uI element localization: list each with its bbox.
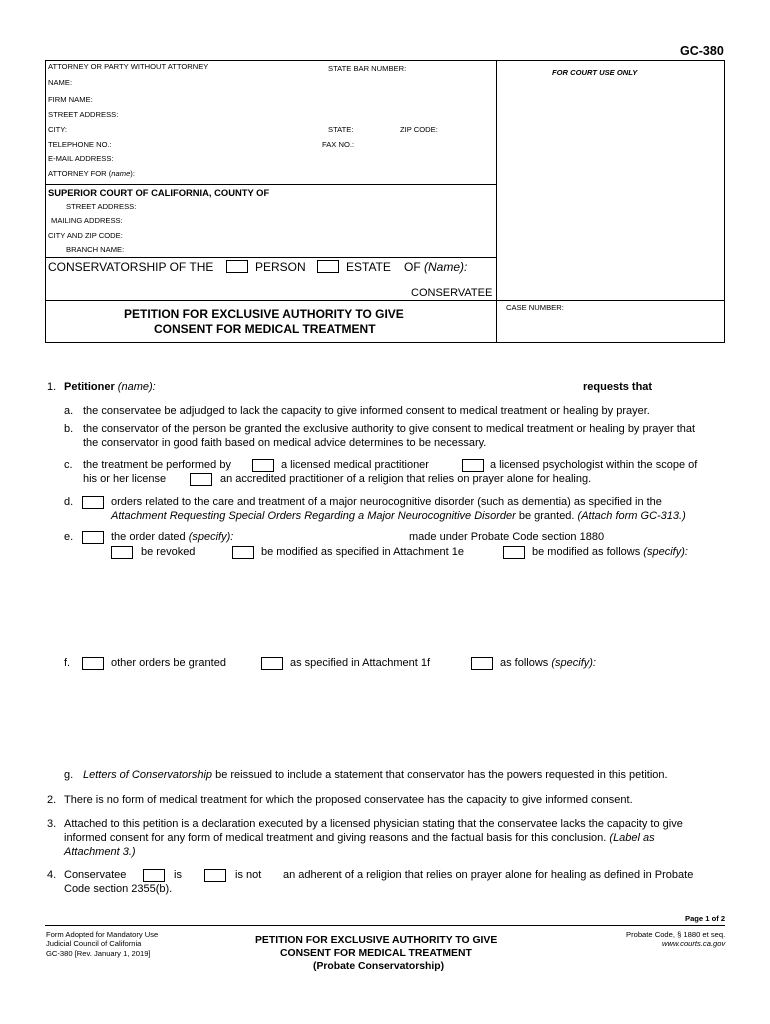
item1e-checkbox[interactable] [82, 531, 104, 544]
item1f-specify-area[interactable] [111, 673, 723, 761]
zip-label: ZIP CODE: [400, 125, 438, 134]
item1g-text: Letters of Conservatorship be reissued to include a statement that conservator has the powers requested in this petition. [83, 769, 668, 781]
email-label: E-MAIL ADDRESS: [48, 154, 114, 163]
item1e-option-revoke: be revoked [141, 546, 196, 558]
item1b-letter: b. [64, 423, 74, 435]
item4-text: an adherent of a religion that relies on prayer alone for healing as defined in Probate [283, 869, 694, 881]
item4-label: Conservatee [64, 869, 127, 881]
form-title-line2: CONSENT FOR MEDICAL TREATMENT [154, 322, 376, 336]
item4-is: is [174, 869, 182, 881]
modify-attachment-checkbox[interactable] [232, 546, 254, 559]
firm-label: FIRM NAME: [48, 95, 93, 104]
item1d-line1: orders related to the care and treatment of a major neurocognitive disorder (such as dementia) as specified in the [111, 496, 662, 508]
attorney-for-label: ATTORNEY FOR (name): [48, 169, 135, 178]
estate-label: ESTATE [346, 260, 391, 274]
city-field[interactable] [72, 123, 322, 136]
footer-website[interactable]: www.courts.ca.gov [662, 939, 726, 948]
conservatorship-label: CONSERVATORSHIP OF THE [48, 260, 214, 274]
follows-1f-checkbox[interactable] [471, 657, 493, 670]
email-field[interactable] [116, 152, 492, 165]
footer-divider [45, 925, 725, 926]
item1c-letter: c. [64, 459, 73, 471]
medical-practitioner-checkbox[interactable] [252, 459, 274, 472]
caption-divider [45, 300, 725, 301]
estate-checkbox[interactable] [317, 260, 339, 273]
court-branch-label: BRANCH NAME: [66, 245, 125, 254]
form-title-line1: PETITION FOR EXCLUSIVE AUTHORITY TO GIVE [124, 307, 404, 321]
state-bar-label: STATE BAR NUMBER: [328, 64, 407, 73]
fax-label: FAX NO.: [322, 140, 355, 149]
street-address-field[interactable] [120, 108, 492, 121]
item1c-option-medical: a licensed medical practitioner [281, 459, 429, 471]
attorney-section-divider [45, 184, 496, 185]
item3-number: 3. [47, 818, 57, 830]
court-branch-field[interactable] [128, 243, 492, 256]
court-street-field[interactable] [128, 200, 492, 213]
footer-adopted-line1: Form Adopted for Mandatory Use [46, 930, 159, 939]
page-number: Page 1 of 2 [685, 914, 726, 923]
item2-text: There is no form of medical treatment for which the proposed conservatee has the capacity to give informed consent. [64, 794, 633, 806]
state-field[interactable] [358, 123, 396, 136]
item1d-checkbox[interactable] [82, 496, 104, 509]
fax-field[interactable] [358, 138, 492, 151]
footer-title-line2: CONSENT FOR MEDICAL TREATMENT [280, 948, 472, 959]
item1e-text: the order dated (specify): [111, 531, 234, 543]
state-bar-field[interactable] [410, 62, 492, 75]
item1e-option-follows: be modified as follows (specify): [532, 546, 688, 558]
court-mailing-label: MAILING ADDRESS: [51, 216, 123, 225]
item3-line2: informed consent for any form of medical treatment and giving reasons and the factual basis for this conclusion. (Label as [64, 832, 655, 844]
item4-line2: Code section 2355(b). [64, 883, 173, 895]
item1e-option-attachment: be modified as specified in Attachment 1e [261, 546, 465, 558]
court-city-field[interactable] [128, 229, 492, 242]
item1f-option-follows: as follows (specify): [500, 657, 596, 669]
item1b-line2: the conservator in good faith based on medical advice determines to be necessary. [83, 437, 487, 449]
court-use-label: FOR COURT USE ONLY [552, 68, 638, 77]
footer-adopted-line2: Judicial Council of California [46, 939, 142, 948]
modify-follows-checkbox[interactable] [503, 546, 525, 559]
item1-requests-that: requests that [583, 381, 653, 393]
person-label: PERSON [255, 260, 306, 274]
item1d-line2: Attachment Requesting Special Orders Regarding a Major Neurocognitive Disorder be granted. (Attach form GC-313.) [111, 510, 686, 522]
court-title: SUPERIOR COURT OF CALIFORNIA, COUNTY OF [48, 187, 270, 198]
item1d-letter: d. [64, 496, 74, 508]
conservatee-label: CONSERVATEE [411, 287, 493, 299]
phone-label: TELEPHONE NO.: [48, 140, 112, 149]
zip-field[interactable] [440, 123, 492, 136]
item1f-letter: f. [64, 657, 71, 669]
of-name-label: OF (Name): [404, 260, 468, 274]
phone-field[interactable] [114, 138, 318, 151]
item1g-letter: g. [64, 769, 74, 781]
is-not-adherent-checkbox[interactable] [204, 869, 226, 882]
court-city-label: CITY AND ZIP CODE: [48, 231, 123, 240]
item1a-text: the conservatee be adjudged to lack the capacity to give informed consent to medical treatment or healing by prayer. [83, 405, 650, 417]
person-checkbox[interactable] [226, 260, 248, 273]
attorney-label: ATTORNEY OR PARTY WITHOUT ATTORNEY [48, 62, 209, 71]
attorney-for-field[interactable] [136, 167, 492, 180]
is-adherent-checkbox[interactable] [143, 869, 165, 882]
item1b-line1: the conservator of the person be granted the exclusive authority to give consent to medical treatment or healing by prayer that [83, 423, 696, 435]
item1e-letter: e. [64, 531, 74, 543]
revoke-checkbox[interactable] [111, 546, 133, 559]
item1f-checkbox[interactable] [82, 657, 104, 670]
court-mailing-field[interactable] [128, 214, 492, 227]
conservatee-name-field[interactable] [468, 260, 492, 274]
case-number-field[interactable] [500, 314, 722, 340]
item1e-specify-area[interactable] [111, 562, 723, 650]
religious-practitioner-checkbox[interactable] [190, 473, 212, 486]
item3-line1: Attached to this petition is a declaration executed by a licensed physician stating that the conservatee lacks the capacity to give [64, 818, 683, 830]
footer-code-ref: Probate Code, § 1880 et seq. [626, 930, 726, 939]
name-label: NAME: [48, 78, 73, 87]
state-label: STATE: [328, 125, 354, 134]
item1c-option-religious: an accredited practitioner of a religion that relies on prayer alone for healing. [220, 473, 592, 485]
footer-adopted-line3: GC-380 [Rev. January 1, 2019] [46, 949, 151, 958]
city-label: CITY: [48, 125, 67, 134]
footer-title-line1: PETITION FOR EXCLUSIVE AUTHORITY TO GIVE [255, 935, 498, 946]
street-label: STREET ADDRESS: [48, 110, 119, 119]
item3-line3: Attachment 3.) [64, 846, 136, 858]
case-number-label: CASE NUMBER: [506, 303, 564, 312]
item1c-line2: his or her license [83, 473, 167, 485]
footer-title-line3: (Probate Conservatorship) [313, 961, 445, 972]
psychologist-checkbox[interactable] [462, 459, 484, 472]
item1c-option-psychologist: a licensed psychologist within the scope of [490, 459, 698, 471]
court-street-label: STREET ADDRESS: [66, 202, 137, 211]
form-number: GC-380 [680, 44, 724, 58]
item1f-option-attachment: as specified in Attachment 1f [290, 657, 431, 669]
item1e-made-under: made under Probate Code section 1880 [409, 531, 605, 543]
item1-number: 1. [47, 381, 57, 393]
petitioner-name-field[interactable] [160, 380, 578, 394]
court-section-divider [45, 257, 496, 258]
order-date-field[interactable] [240, 530, 400, 544]
county-field[interactable] [290, 186, 492, 199]
item1f-text: other orders be granted [111, 657, 226, 669]
firm-name-field[interactable] [94, 93, 492, 106]
conservatee-name-field-line2[interactable] [48, 276, 408, 290]
item1c-text: the treatment be performed by [83, 459, 231, 471]
attorney-name-field[interactable] [72, 76, 492, 89]
item1-petitioner-label: Petitioner (name): [64, 381, 156, 393]
item4-is-not: is not [235, 869, 262, 881]
attachment-1f-checkbox[interactable] [261, 657, 283, 670]
item4-number: 4. [47, 869, 57, 881]
item2-number: 2. [47, 794, 57, 806]
item1a-letter: a. [64, 405, 74, 417]
